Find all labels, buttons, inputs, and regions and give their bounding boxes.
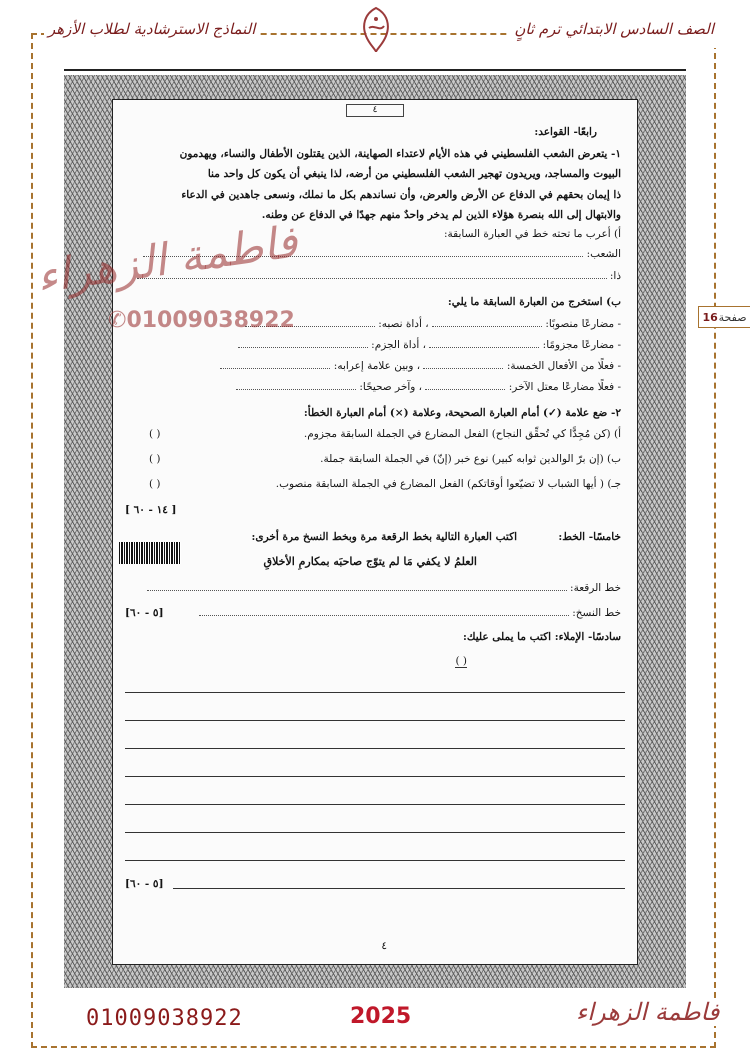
sheet-footer-number: ٤ [381, 940, 387, 952]
paragraph-line-3: ذا إيمان بحقهم في الدفاع عن الأرض والعرض، وأن نساندهم بكل ما نملك، ونسعى جاهدين في الدعاء [181, 189, 621, 201]
statement-c: جـ) ( أيها الشباب لا تضيّعوا أوقاتكم) الفعل المضارع في الجملة السابقة منصوب. [275, 478, 621, 490]
dictation-line[interactable] [125, 748, 625, 749]
extract-label: ، أداة نصبه: [378, 318, 429, 330]
answer-parens[interactable]: ( ) [149, 428, 161, 440]
footer-year: 2025 [346, 1004, 415, 1029]
extract-label: ، وآخر صحيحًا: [359, 381, 423, 393]
answer-line[interactable] [425, 381, 505, 390]
dictation-line[interactable] [125, 720, 625, 721]
page-tab-label: صفحة [718, 310, 747, 324]
answer-line[interactable] [238, 339, 368, 348]
watermark-name: فاطمة الزهراء [33, 216, 301, 304]
question-2: ٢- ضع علامة (✓) أمام العبارة الصحيحة، وعلامة (×) أمام العبارة الخطأ: [303, 407, 621, 419]
calligraphy-phrase: العلمُ لا يكفي مَا لم يتوّج صاحبَه بمكارمِ الأخلاقِ [263, 555, 477, 568]
score-mark: [ ١٤ - ٦٠ ] [125, 504, 177, 516]
top-divider [64, 69, 686, 71]
extract-label: - مضارعًا مجزومًا: [542, 339, 621, 351]
parse-item-label: ذا: [609, 270, 621, 282]
scanned-exam-sheet [33, 75, 686, 988]
statement-b: ب) (إن برّ الوالدين ثوابه كبير) نوع خبر (إنّ) في الجملة السابقة جملة. [320, 453, 621, 465]
dictation-line[interactable] [125, 776, 625, 777]
dictation-line[interactable] [125, 832, 625, 833]
answer-line[interactable] [236, 381, 356, 390]
page-number-tab [698, 306, 750, 328]
statement-a: أ) (كن مُجِدًّا كي تُحقِّق النجاح) الفعل المضارع في الجملة السابقة مجزوم. [303, 428, 621, 440]
dictation-title-blank[interactable]: ( ) [455, 655, 467, 667]
paragraph-line-4: والابتهال إلى الله بنصرة هؤلاء الذين لم يدخر واحدٌ منهم جهدًا في الدفاع عن وطنه. [261, 209, 621, 221]
barcode-icon [119, 542, 181, 564]
header-series-title: النماذج الاسترشادية لطلاب الأزهر [44, 20, 259, 48]
answer-parens[interactable]: ( ) [149, 453, 161, 465]
header-grade-title: الصف السادس الابتدائي ترم ثانٍ [510, 20, 718, 48]
extract-label: - مضارعًا منصوبًا: [545, 318, 621, 330]
extract-label: - فعلًا من الأفعال الخمسة: [506, 360, 621, 372]
sheet-page-number: ٤ [346, 104, 404, 117]
dictation-line[interactable] [125, 692, 625, 693]
parse-item-label: الشعب: [586, 248, 621, 260]
answer-line[interactable] [432, 318, 542, 327]
section5-task: اكتب العبارة التالية بخط الرقعة مرة وبخط النسخ مرة أخرى: [251, 531, 517, 543]
extract-label: ، أداة الجزم: [371, 339, 426, 351]
answer-line[interactable] [137, 270, 607, 279]
header-logo-icon [356, 6, 396, 54]
answer-line[interactable] [143, 248, 583, 257]
section5-title: خامسًا- الخط: [558, 531, 621, 543]
answer-line[interactable] [220, 360, 330, 369]
footer-logo: فاطمة الزهراء [570, 998, 725, 1026]
answer-line[interactable] [423, 360, 503, 369]
watermark-phone-number: 01009038922 [126, 308, 295, 333]
exam-page [112, 99, 638, 965]
section6-title: سادسًا- الإملاء: اكتب ما يملى عليك: [463, 631, 621, 643]
page-tab-number: 16 [702, 310, 718, 324]
section4-title: رابعًا- القواعد: [534, 126, 597, 138]
footer-phone: 01009038922 [82, 1006, 247, 1031]
naskh-label: خط النسخ: [572, 607, 621, 619]
score-mark: [٥ - ٦٠] [125, 878, 164, 890]
answer-line[interactable] [147, 582, 567, 591]
answer-parens[interactable]: ( ) [149, 478, 161, 490]
question-b: ب) استخرج من العبارة السابقة ما يلي: [447, 296, 621, 308]
extract-label: ، وبين علامة إعرابه: [333, 360, 421, 372]
ruqaa-label: خط الرقعة: [570, 582, 621, 594]
extract-label: - فعلًا مضارعًا معتل الآخر: [508, 381, 621, 393]
question-a: أ) أعرب ما تحته خط في العبارة السابقة: [444, 228, 621, 240]
paragraph-line-1: ١- يتعرض الشعب الفلسطيني في هذه الأيام لاعتداء الصهاينة، الذين يقتلون الأطفال والنساء، ويهدمون [179, 148, 621, 160]
dictation-line[interactable] [125, 860, 625, 861]
answer-line[interactable] [199, 607, 569, 616]
whatsapp-icon: ✆ [108, 308, 127, 333]
score-mark: [٥ - ٦٠] [125, 607, 164, 619]
paragraph-line-2: البيوت والمساجد، ويريدون تهجير الشعب الفلسطيني من أرضه، لذا ينبغي أن يكون كل واحد منا [207, 168, 621, 180]
dictation-line[interactable] [125, 804, 625, 805]
answer-line[interactable] [245, 318, 375, 327]
answer-line[interactable] [429, 339, 539, 348]
dictation-line[interactable] [173, 888, 625, 889]
